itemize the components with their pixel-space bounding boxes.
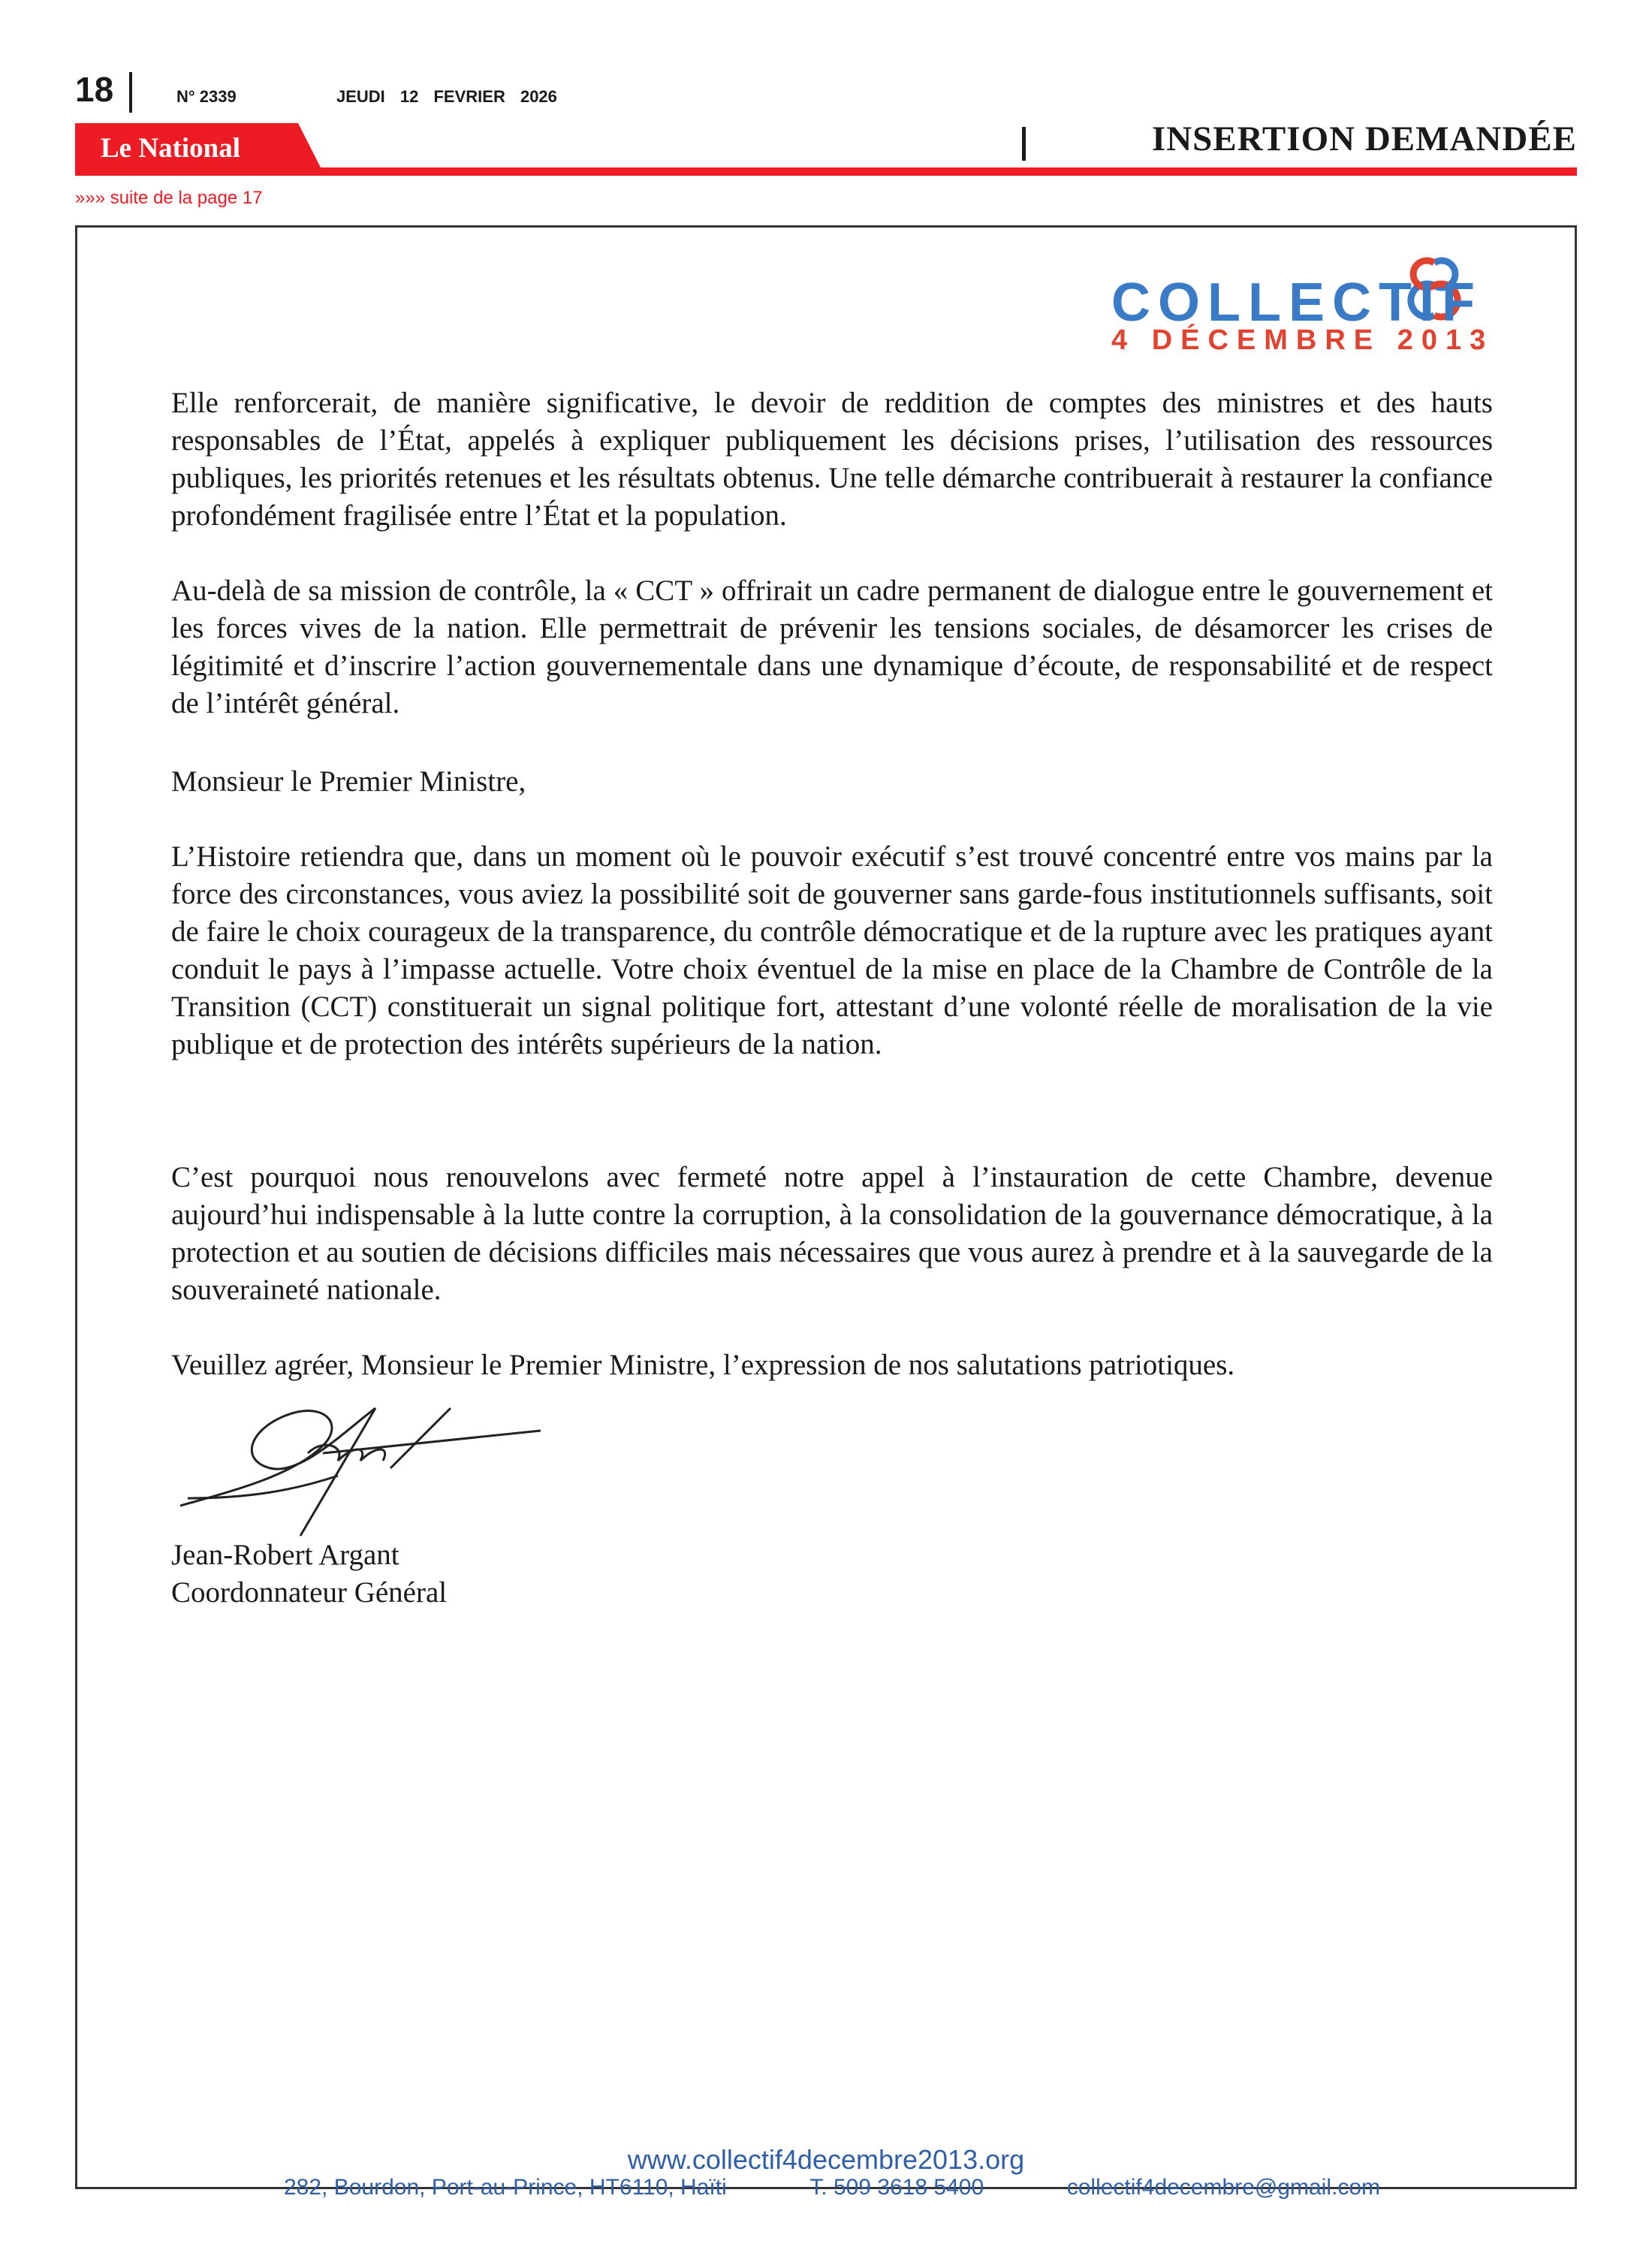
paragraph: C’est pourquoi nous renouvelons avec fermeté notre appel à l’instauration de cette Chambre, devenue aujourd’hui indispensable à la lutte contre la corruption, à la consolidation de la gouvernance démocratique, à la protection et au soutien de décisions difficiles mais nécessaires que vous aurez à prendre et à la sauvegarde de la souveraineté nationale. — [171, 1161, 1493, 1306]
page-number: 18 — [75, 70, 114, 109]
logo-wordmark: COLLECTIF — [1111, 273, 1482, 333]
signature — [173, 1386, 563, 1543]
continuation-note: »»» suite de la page 17 — [75, 188, 263, 208]
email[interactable]: collectif4decembre@gmail.com — [1066, 2175, 1380, 2200]
address: 282, Bourdon, Port-au-Prince, HT6110, Haïti — [284, 2175, 727, 2200]
salutation: Monsieur le Premier Ministre, — [171, 765, 526, 798]
logo-date: 4 DÉCEMBRE 2013 — [1111, 324, 1494, 356]
issue-number: N° 2339 — [176, 87, 237, 106]
contact-line — [284, 2175, 1380, 2200]
signatory-title: Coordonnateur Général — [171, 1576, 448, 1609]
paragraph: L’Histoire retiendra que, dans un moment où le pouvoir exécutif s’est trouvé concentré entre vos mains par la force des circonstances, vous aviez la possibilité soit de gouverner sans garde-fous institutionnels suffisants, soit de faire le choix courageux de la transparence, du contrôle démocratique et de la rupture avec les pratiques ayant conduit le pays à l’impasse actuelle. Votre choix éventuel de la mise en place de la Chambre de Contrôle de la Transition (CCT) constituerait un signal politique fort, attestant d’une volonté réelle de moralisation de la vie publique et de protection des intérêts supérieurs de la nation. — [171, 840, 1493, 1060]
newspaper-brand: Le National — [101, 133, 241, 164]
paragraph: Au-delà de sa mission de contrôle, la « CCT » offrirait un cadre permanent de dialogue entre le gouvernement et les forces vives de la nation. Elle permettrait de prévenir les tensions sociales, de désamorcer les crises de légitimité et d’inscrire l’action gouvernementale dans une dynamique d’écoute, de responsabilité et de respect de l’intérêt général. — [171, 575, 1493, 719]
paragraph: Elle renforcerait, de manière significative, le devoir de reddition de comptes des ministres et des hauts responsables de l’État, appelés à expliquer publiquement les décisions prises, l’utilisation des ressources publiques, les priorités retenues et les résultats obtenus. Une telle démarche contribuerait à restaurer la confiance profondément fragilisée entre l’État et la population. — [171, 387, 1493, 532]
website-link[interactable]: www.collectif4decembre2013.org — [627, 2144, 1025, 2175]
phone: T. 509 3618 5400 — [809, 2175, 984, 2200]
divider — [1022, 127, 1026, 161]
issue-date: JEUDI 12 FEVRIER 2026 — [336, 87, 557, 106]
section-title: INSERTION DEMANDÉE — [1151, 119, 1577, 158]
header-rule — [75, 167, 1577, 176]
signatory-name: Jean-Robert Argant — [171, 1539, 399, 1571]
closing: Veuillez agréer, Monsieur le Premier Ministre, l’expression de nos salutations patriotiques. — [171, 1349, 1235, 1381]
divider — [129, 72, 132, 113]
